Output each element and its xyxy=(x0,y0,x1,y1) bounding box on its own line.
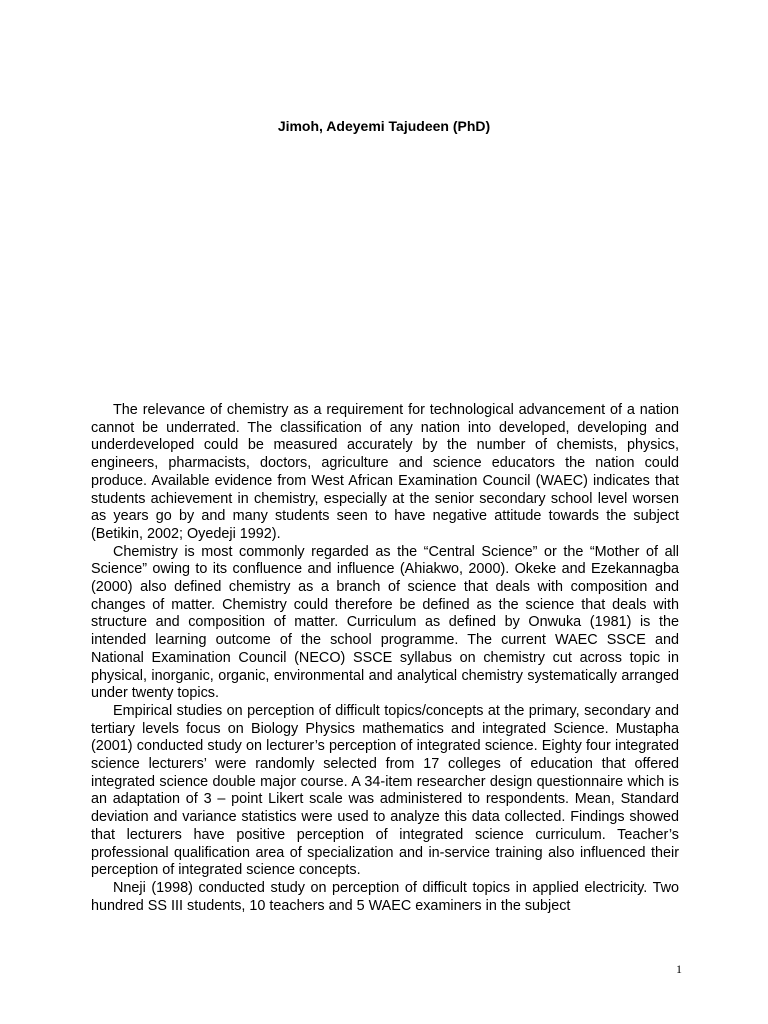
paragraph-3: Empirical studies on perception of difficult topics/concepts at the primary, secondary and tertiary levels focus on Biology Physics mathematics and integrated Science. Mustapha (2001) conducted study on lecturer’s perception of integrated science. Eighty four integrated science lecturers’ were randomly selected from 17 colleges of education that offered integrated science double major course. A 34-item researcher design questionnaire which is an adaptation of 3 – point Likert scale was administered to respondents. Mean, Standard deviation and variance statistics were used to analyze this data collected. Findings showed that lecturers have positive perception of integrated science curriculum. Teacher’s professional qualification area of specialization and in-service training also influenced their perception of integrated science concepts. xyxy=(91,702,679,879)
paragraph-4: Nneji (1998) conducted study on perception of difficult topics in applied electricity. Two hundred SS III students, 10 teachers and 5 WAEC examiners in the subject xyxy=(91,879,679,914)
page-number: 1 xyxy=(676,962,682,976)
author-heading: Jimoh, Adeyemi Tajudeen (PhD) xyxy=(277,118,491,134)
paragraph-2: Chemistry is most commonly regarded as the “Central Science” or the “Mother of all Science” owing to its confluence and influence (Ahiakwo, 2000). Okeke and Ezekannagba (2000) also defined chemistry as a branch of science that deals with composition and changes of matter. Chemistry could therefore be defined as the science that deals with structure and composition of matter. Curriculum as defined by Onwuka (1981) is the intended learning outcome of the school programme. The current WAEC SSCE and National Examination Council (NECO) SSCE syllabus on chemistry cut across topic in physical, inorganic, organic, environmental and analytical chemistry systematically arranged under twenty topics. xyxy=(91,543,679,702)
body-text xyxy=(91,402,679,915)
paragraph-1: The relevance of chemistry as a requirement for technological advancement of a nation cannot be underrated. The classification of any nation into developed, developing and underdeveloped could be measured accurately by the number of chemists, physics, engineers, pharmacists, doctors, agriculture and science educators the nation could produce. Available evidence from West African Examination Council (WAEC) indicates that students achievement in chemistry, especially at the senior secondary school level worsen as years go by and many students seen to have negative attitude towards the subject (Betikin, 2002; Oyedeji 1992). xyxy=(91,402,679,542)
